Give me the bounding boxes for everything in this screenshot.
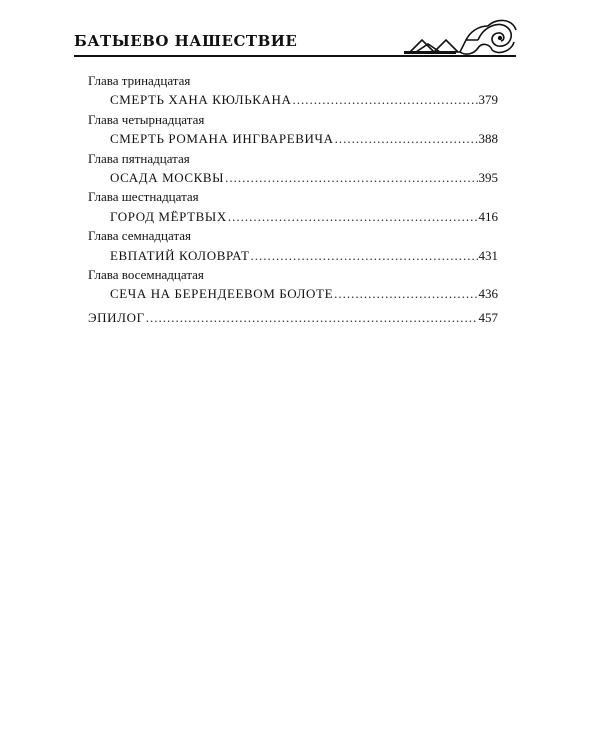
page-number: 457 [478,309,498,325]
toc-entry [88,284,498,303]
toc-chapter-16 [88,187,498,226]
toc-entry [88,168,498,187]
chapter-label: Глава шестнадцатая [88,189,199,205]
chapter-label: Глава пятнадцатая [88,150,190,166]
book-title: БАТЫЕВО НАШЕСТВИЕ [74,32,298,50]
chapter-title: ОСАДА МОСКВЫ [110,169,225,185]
chapter-label: Глава семнадцатая [88,228,192,244]
chapter-label: Глава тринадцатая [88,73,191,88]
toc-chapter-17 [88,226,498,265]
page-number: 379 [478,92,498,108]
running-header [74,24,516,56]
chapter-label: Глава восемнадцатая [88,266,204,282]
dot-leader [293,90,478,109]
celtic-knot-ornament-icon [400,14,520,58]
toc-chapter-13 [88,71,498,110]
chapter-title: ГОРОД МЁРТВЫХ [110,208,227,224]
dot-leader [146,308,478,327]
page-number: 416 [478,208,498,224]
toc-chapter-14 [88,110,498,149]
dot-leader [228,207,478,226]
toc-entry [88,207,498,226]
toc-entry [88,129,498,148]
toc-entry [88,90,498,109]
toc-entry [88,246,498,265]
chapter-title: СМЕРТЬ РОМАНА ИНГВАРЕВИЧА [110,131,334,147]
chapter-title: СМЕРТЬ ХАНА КЮЛЬКАНА [110,92,292,108]
page-number: 436 [478,286,498,302]
table-of-contents [88,71,498,327]
toc-epilogue [88,308,498,327]
dot-leader [335,129,478,148]
page-number: 395 [478,169,498,185]
header-rule [74,55,516,57]
toc-chapter-15 [88,149,498,188]
dot-leader [334,284,477,303]
epilogue-title: ЭПИЛОГ [88,309,145,325]
chapter-title: ЕВПАТИЙ КОЛОВРАТ [110,247,250,263]
chapter-label: Глава четырнадцатая [88,111,205,127]
page-number: 388 [478,131,498,147]
page-number: 431 [478,247,498,263]
dot-leader [225,168,477,187]
chapter-title: СЕЧА НА БЕРЕНДЕЕВОМ БОЛОТЕ [110,286,334,302]
toc-chapter-18 [88,265,498,304]
dot-leader [251,246,478,265]
